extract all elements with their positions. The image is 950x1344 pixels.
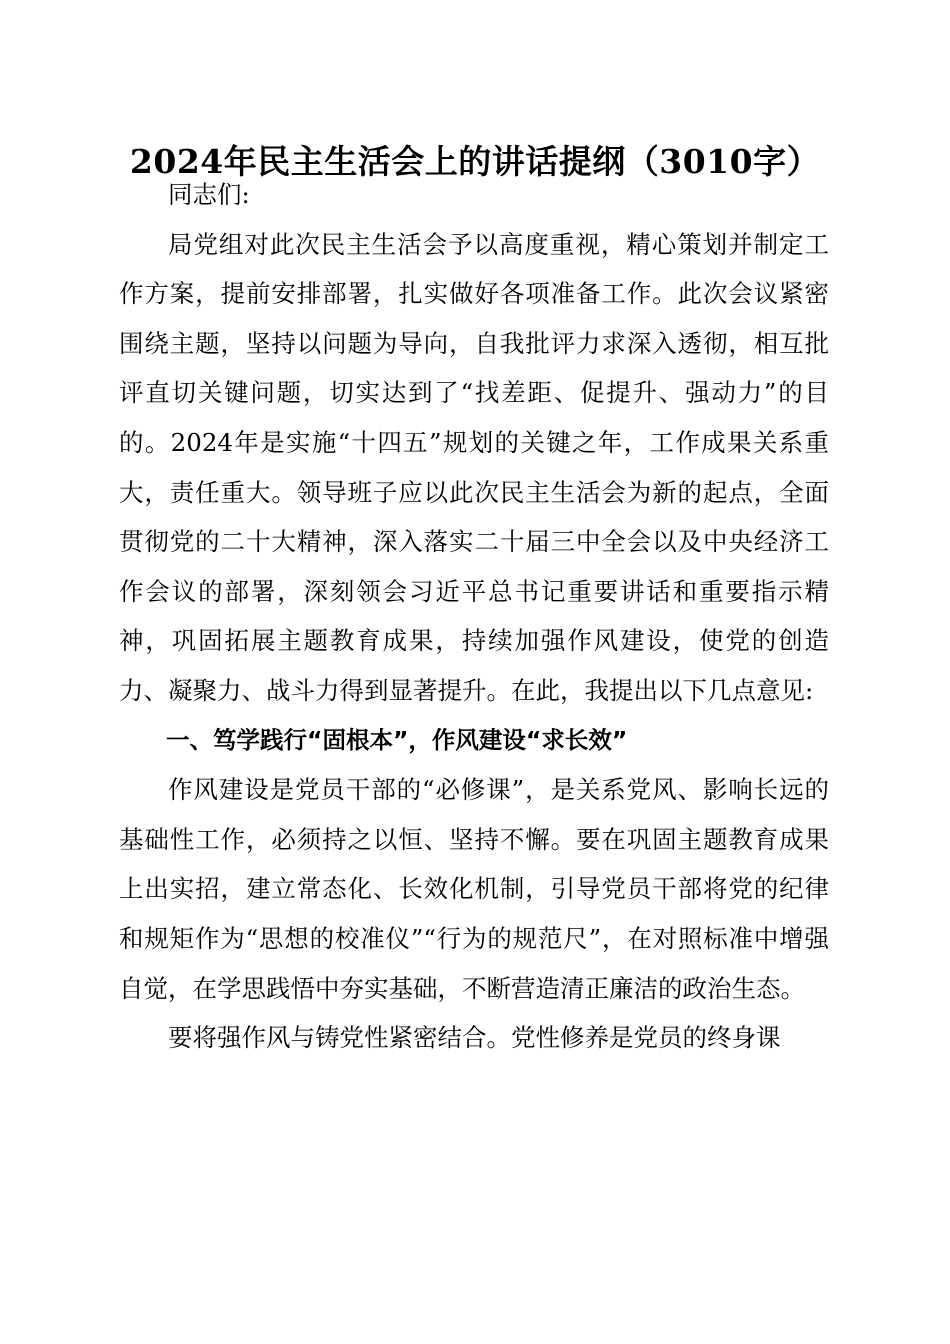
section-paragraph-1: 作风建设是党员干部的“必修课”，是关系党风、影响长远的基础性工作，必须持之以恒、坚持不懈。要在巩固主题教育成果上出实招，建立常态化、长效化机制，引导党员干部将党的纪律和规矩作为“思想的校准仪”“行为的规范尺”，在对照标准中增强自觉，在学思践悟中夯实基础，不断营造清正廉洁的政治生态。: [119, 775, 829, 1003]
intro-paragraph: 局党组对此次民主生活会予以高度重视，精心策划并制定工作方案，提前安排部署，扎实做好各项准备工作。此次会议紧密围绕主题，坚持以问题为导向，自我批评力求深入透彻，相互批评直切关键问题，切实达到了“找差距、促提升、强动力”的目的。2024年是实施“十四五”规划的关键之年，工作成果关系重大，责任重大。领导班子应以此次民主生活会为新的起点，全面贯彻党的二十大精神，深入落实二十届三中全会以及中央经济工作会议的部署，深刻领会习近平总书记重要讲话和重要指示精神，巩固拓展主题教育成果，持续加强作风建设，使党的创造力、凝聚力、战斗力得到显著提升。在此，我提出以下几点意见:: [119, 229, 829, 705]
section-paragraph-2: 要将强作风与铸党性紧密结合。党性修养是党员的终身课: [168, 1023, 781, 1053]
document-body: [119, 170, 829, 1063]
section-heading: 一、笃学践行“固根本”，作风建设“求长效”: [166, 725, 628, 754]
document-title: 2024年民主生活会上的讲话提纲（3010字）: [129, 142, 821, 181]
salutation: 同志们:: [168, 180, 250, 209]
